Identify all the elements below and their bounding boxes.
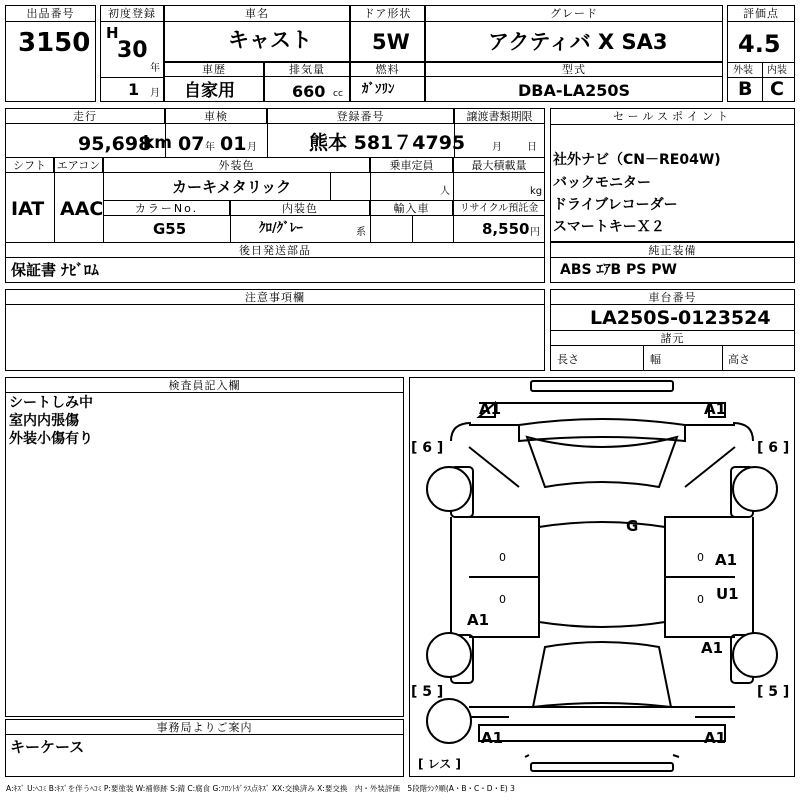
import-label: 輸入車 [370,200,453,216]
office-text: キーケース [10,738,85,756]
tire-fl: [ 6 ] [411,440,444,456]
name-label: 車名 [164,5,350,22]
mark-a1-r1: A1 [715,551,738,569]
capacity-unit: 人 [440,186,450,197]
height-label: 高さ [728,353,750,366]
load-unit: kg [530,186,543,197]
later-label: 後日発送部品 [5,242,545,258]
reg-month: 1 [128,80,140,99]
ext-grade: B [738,78,753,100]
width-label: 幅 [650,353,661,366]
equip-label: 純正装備 [550,242,795,258]
era: H [106,24,119,42]
mark-0: 0 [499,593,506,606]
intcolor-unit: 系 [356,227,366,238]
mark-g: G [626,517,639,535]
mark-a1-r2: A1 [701,639,724,657]
door-type: 5W [372,30,410,54]
mark-a1-fr: A1 [704,400,727,418]
sales-label: セールスポイント [550,108,795,125]
recycle-label: リサイクル預託金 [453,200,545,216]
inspection-label: 車検 [165,108,267,124]
inspector-line: 外装小傷有り [9,431,93,447]
model-label: 型式 [425,62,723,77]
sales-item: スマートキーＸ２ [553,219,665,235]
inspector-label: 検査員記入欄 [5,377,404,393]
displacement-unit: cc [333,89,343,99]
colorno: G55 [153,220,187,238]
transfer-month: 月 [492,142,502,153]
inspector-line: 室内内張傷 [9,413,79,429]
ext-label: 外装 [733,65,753,76]
car-diagram [409,377,795,777]
mark-0: 0 [697,551,704,564]
intcolor: ｸﾛ/ｸﾞﾚｰ [259,221,303,236]
reg-number: 熊本 581７4795 [309,132,466,154]
shift-label: シフト [5,157,54,173]
ac: AAC [60,198,104,220]
grade: アクティバ X SA3 [488,30,668,54]
sales-item: 社外ナビ（CN－RE04W) [553,152,721,168]
mark-0: 0 [697,593,704,606]
colorno-label: カラーNo. [103,200,230,216]
capacity-label: 乗車定員 [370,157,453,173]
tire-rl: [ 5 ] [411,684,444,700]
load-label: 最大積載量 [453,157,545,173]
reg-label: 登録番号 [267,108,454,124]
color-label: 外装色 [103,157,370,173]
legend: A:ｷｽﾞ U:ﾍｺﾐ B:ｷｽﾞを伴うﾍｺﾐ P:要塗装 W:補修跡 S:錆 C:腐食 G:ﾌﾛﾝﾄｶﾞﾗｽ点ｷｽﾞ XX:交換済み X:要交換 内・外装評価 5段階ﾗﾝｸ順(A・B・C・D・E) 3 [6,784,515,793]
fuel-label: 燃料 [350,62,425,77]
tire-fr: [ 6 ] [757,440,790,456]
score: 4.5 [738,30,781,58]
car-name: キャスト [228,28,312,52]
mileage-unit: km [143,133,173,153]
mark-a1-l: A1 [467,611,490,629]
displacement-label: 排気量 [264,62,350,77]
mark-a1-fl: A1 [479,400,502,418]
transfer-day: 日 [527,142,537,153]
recycle: 8,550 [482,220,530,238]
fuel: ｶﾞｿﾘﾝ [362,82,395,97]
mileage-label: 走行 [5,108,165,124]
insp-month-unit: 月 [247,142,257,153]
month-unit: 月 [150,88,160,99]
chassis-number: LA250S-0123524 [590,307,771,329]
mileage: 95,698 [78,133,152,155]
lot-label: 出品番号 [5,5,96,22]
int-label: 内装 [767,65,787,76]
tire-rr: [ 5 ] [757,684,790,700]
year-unit: 年 [150,63,160,74]
insp-year-unit: 年 [205,142,215,153]
recycle-unit: 円 [530,227,540,238]
inspector-line: シートしみ中 [9,395,93,411]
mark-0: 0 [499,551,506,564]
insp-year: 07 [178,133,205,155]
reg-year: 30 [117,38,148,63]
mark-a1-bl: A1 [481,729,504,747]
first-reg-label: 初度登録 [100,5,164,22]
notes-label: 注意事項欄 [5,289,545,305]
chassis-label: 車台番号 [550,289,795,305]
insp-month: 01 [220,133,247,155]
displacement: 660 [292,82,326,101]
transfer-label: 譲渡書類期限 [454,108,545,124]
score-label: 評価点 [727,5,795,22]
ac-label: エアコン [54,157,103,173]
model: DBA-LA250S [518,81,630,100]
later-parts: 保証書 ﾅﾋﾞﾛﾑ [11,261,99,279]
office-label: 事務局よりご案内 [5,719,404,735]
dims-label: 諸元 [550,330,795,346]
history: 自家用 [184,81,235,101]
color: カーキメタリック [172,178,292,196]
sales-item: バックモニター [553,175,651,191]
lot-number: 3150 [18,28,91,58]
length-label: 長さ [557,353,579,366]
shift: IAT [11,198,45,220]
intcolor-label: 内装色 [230,200,370,216]
sales-item: ドライブレコーダー [553,197,678,213]
door-label: ドア形状 [350,5,425,22]
history-label: 車歴 [164,62,264,77]
mark-u1: U1 [716,585,739,603]
equip: ABS ｴｱB PS PW [560,262,677,278]
grade-label: グレード [425,5,723,22]
int-grade: C [770,78,784,100]
mark-a1-br: A1 [704,729,727,747]
tire-spare: [ レス ] [418,757,461,771]
